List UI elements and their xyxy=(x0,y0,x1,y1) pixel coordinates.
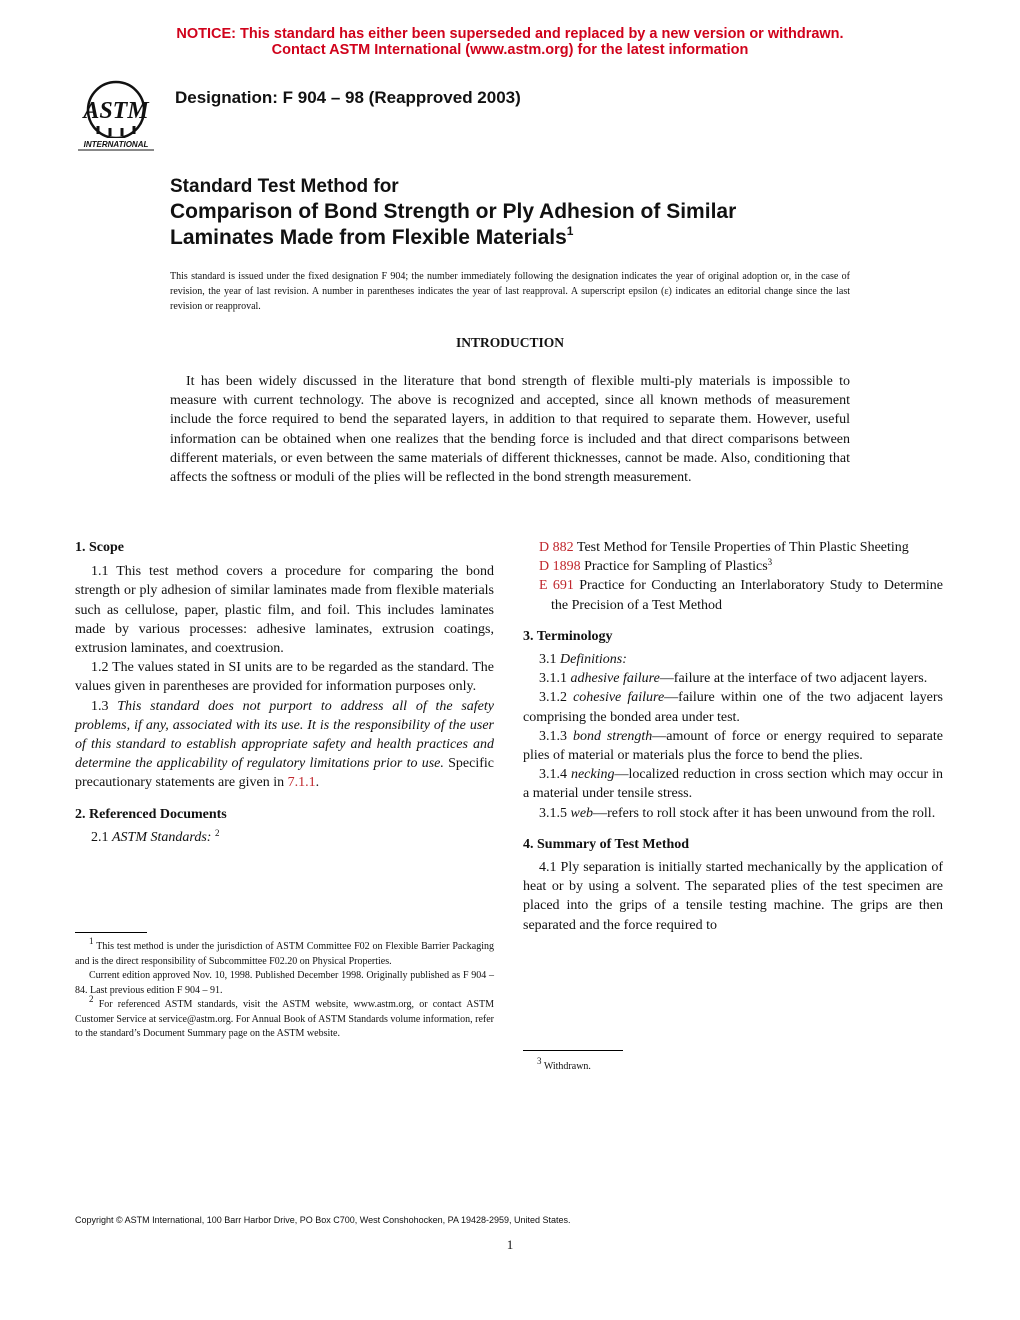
paragraph-3-1 xyxy=(523,650,943,669)
designation: Designation: F 904 – 98 (Reapproved 2003) xyxy=(175,88,521,107)
definition-term: adhesive failure xyxy=(570,671,660,687)
paragraph-3-1-label: Definitions: xyxy=(560,652,627,668)
definition-text: —refers to roll stock after it has been unwound from the roll. xyxy=(593,805,936,821)
footnotes-left xyxy=(75,936,495,1042)
definition-num: 3.1.3 xyxy=(539,728,567,744)
paragraph-2-1-num: 2.1 xyxy=(91,829,109,845)
definition-text: —failure within one of the two adjacent layers comprising the bonded area under test. xyxy=(523,690,943,725)
definition-text: —localized reduction in cross section which may occur in a material under tensile stress. xyxy=(523,767,944,802)
definition-3-1-3 xyxy=(523,727,943,765)
footnote-2 xyxy=(75,994,495,1042)
notice-banner xyxy=(0,26,1020,58)
astm-logo xyxy=(70,74,162,154)
paragraph-1-3-rest: Specific precautionary statements are given in xyxy=(75,756,494,791)
paragraph-1-1: 1.1 This test method covers a procedure for comparing the bond strength or ply adhesion of similar laminates made from flexible materials such as cellulose, paper, plastic film, and foil. This includes laminates made by various processes: adhesive laminates, extrusion coatings, extrusion laminates, and coextrusion. xyxy=(75,564,494,657)
definition-num: 3.1.1 xyxy=(539,671,567,687)
footnote-ref-2: 2 xyxy=(214,827,220,838)
footnote-1-mark: 1 xyxy=(89,936,94,946)
footnote-rule-left xyxy=(75,932,147,933)
reference-title-d1898: Practice for Sampling of Plastics xyxy=(584,559,768,575)
document-title xyxy=(170,175,736,251)
paragraph-3-1-num: 3.1 xyxy=(539,652,557,668)
footnote-1 xyxy=(75,936,494,969)
introduction-heading: INTRODUCTION xyxy=(455,335,564,350)
title-line-3-text: Laminates Made from Flexible Materials xyxy=(170,226,567,249)
footnote-rule-right xyxy=(523,1050,623,1051)
notice-line-2: Contact ASTM International (www.astm.org) for the latest information xyxy=(271,42,749,58)
section-heading-summary: 4. Summary of Test Method xyxy=(523,836,690,852)
definition-term: bond strength xyxy=(572,728,653,744)
paragraph-2-1-italic: ASTM Standards: xyxy=(112,829,212,845)
definition-3-1-4 xyxy=(523,765,943,803)
footnote-3-text: Withdrawn. xyxy=(543,1061,591,1072)
section-heading-scope: 1. Scope xyxy=(75,540,124,555)
paragraph-1-3-italic: This standard does not purport to address all of the safety problems, if any, associated with its use. It is the responsibility of the user of this standard to establish appropriate safety and health practices and determine the applicability of regulatory limitations prior to use. xyxy=(75,698,494,772)
title-line-2: Comparison of Bond Strength or Ply Adhesion of Similar xyxy=(170,200,737,223)
definition-term: necking xyxy=(570,767,615,783)
reference-d882 xyxy=(523,538,943,557)
logo-text: ASTM xyxy=(83,98,149,124)
footnote-3 xyxy=(523,1056,943,1075)
definition-num: 3.1.2 xyxy=(539,690,567,706)
logo-subtext: INTERNATIONAL xyxy=(83,140,149,149)
section-heading-terminology: 3. Terminology xyxy=(523,628,613,644)
footnote-ref-3: 3 xyxy=(767,557,773,568)
reference-title-d882: Test Method for Tensile Properties of Thin Plastic Sheeting xyxy=(576,540,909,555)
paragraph-1-3-end: . xyxy=(315,775,320,791)
definition-3-1-1 xyxy=(523,669,943,688)
paragraph-1-3 xyxy=(75,697,494,793)
definition-num: 3.1.5 xyxy=(539,805,567,821)
title-footnote-mark: 1 xyxy=(566,224,574,238)
left-column xyxy=(75,538,494,847)
page-number: 1 xyxy=(506,1237,514,1252)
right-column xyxy=(523,538,943,935)
astm-logo-icon xyxy=(70,74,162,154)
footnote-1b: Current edition approved Nov. 10, 1998. Published December 1998. Originally published as F 904 – 84. Last previous edition F 904 – 91. xyxy=(75,970,494,996)
paragraph-2-1 xyxy=(75,828,494,847)
reference-title-e691: Practice for Conducting an Interlaboratory Study to Determine the Precision of a Test Method xyxy=(551,578,943,613)
footnote-2-text: For referenced ASTM standards, visit the ASTM website, www.astm.org, or contact ASTM Customer Service at service@astm.org. For Annual Book of ASTM Standards volume information, refer to the standard’s Document Summary page on the ASTM website. xyxy=(75,999,495,1039)
definition-3-1-2 xyxy=(523,688,943,726)
reference-code-e691[interactable]: E 691 xyxy=(539,578,574,594)
footnote-2-mark: 2 xyxy=(89,994,94,1004)
reference-code-d1898[interactable]: D 1898 xyxy=(539,559,581,575)
definition-text: —amount of force or energy required to separate plies of material or materials plus the force to bend the plies. xyxy=(523,728,944,764)
paragraph-1-2: 1.2 The values stated in SI units are to be regarded as the standard. The values given in parentheses are provided for information purposes only. xyxy=(75,660,494,695)
notice-line-1: NOTICE: This standard has either been superseded and replaced by a new version or withdrawn. xyxy=(176,26,844,42)
definition-text: —failure at the interface of two adjacent layers. xyxy=(659,671,928,687)
section-heading-referenced: 2. Referenced Documents xyxy=(75,806,227,822)
title-line-3 xyxy=(170,225,736,251)
reference-code-d882[interactable]: D 882 xyxy=(539,540,574,555)
copyright: Copyright © ASTM International, 100 Barr Harbor Drive, PO Box C700, West Conshohocken, PA 19428-2959, United States. xyxy=(75,1215,571,1225)
paragraph-4-1: 4.1 Ply separation is initially started mechanically by the application of heat or by using a solvent. The separated plies of the test specimen are placed into the grips of a tensile testing machine. The grips are then separated and the force required to xyxy=(523,860,943,933)
title-line-1: Standard Test Method for xyxy=(170,176,399,197)
reference-e691 xyxy=(523,576,943,614)
reference-d1898 xyxy=(523,557,943,576)
definition-3-1-5 xyxy=(523,804,943,823)
definition-term: web xyxy=(570,805,594,821)
definition-term: cohesive failure xyxy=(573,690,665,706)
link-7-1-1[interactable]: 7.1.1 xyxy=(287,775,316,791)
definition-num: 3.1.4 xyxy=(539,767,567,783)
introduction-text: It has been widely discussed in the literature that bond strength of flexible multi-ply materials is impossible to measure with current technology. The above is recognized and accepted, since all known methods of measurement include the force required to bend the separated layers, in addition to that required to separate them. However, useful information can be obtained when one realizes that the bending force is included and that direct comparisons between different materials, or even between the same materials of different thicknesses, cannot be made. Also, conditioning that affects the softness or moduli of the plies will be reflected in the bond strength measurement. xyxy=(170,374,850,486)
paragraph-1-3-num: 1.3 xyxy=(91,698,109,714)
footnote-1-text: This test method is under the jurisdiction of ASTM Committee F02 on Flexible Barrier Packaging and is the direct responsibility of Subcommittee F02.20 on Physical Properties. xyxy=(75,941,494,967)
issued-note: This standard is issued under the fixed designation F 904; the number immediately following the designation indicates the year of original adoption or, in the case of revision, the year of last revision. A number in parentheses indicates the year of last reapproval. A superscript epsilon (ε) indicates an editorial change since the last revision or reapproval. xyxy=(170,271,850,312)
footnote-3-mark: 3 xyxy=(537,1056,542,1066)
footnotes-right xyxy=(523,1056,943,1075)
